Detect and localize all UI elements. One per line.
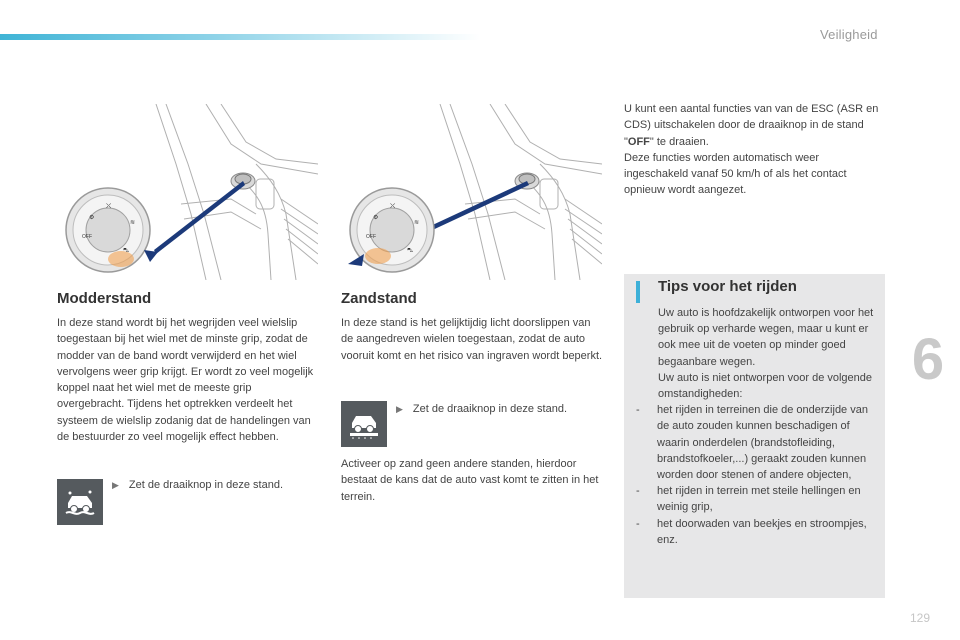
sand-mode-heading: Zandstand <box>341 290 417 307</box>
sand-mode-warning: Activeer op zand geen andere standen, hierdoor bestaat de kans dat de auto vast komt te zitten in het terrein. <box>341 458 599 503</box>
arrow-bullet-icon: ▶ <box>112 480 119 490</box>
list-item: - het doorwaden van beekjes en stroompjes, enz. <box>636 517 867 546</box>
arrow-bullet-icon: ▶ <box>396 404 403 414</box>
sand-car-icon <box>347 409 381 439</box>
svg-text:≋: ≋ <box>130 220 136 226</box>
mud-mode-heading: Modderstand <box>57 290 152 307</box>
console-knob-drawing <box>56 104 318 280</box>
header-accent-bar <box>0 34 480 40</box>
tips-box <box>624 274 885 598</box>
sand-mode-icon <box>341 401 387 447</box>
mud-mode-illustration <box>56 104 318 280</box>
mud-mode-icon <box>57 479 103 525</box>
chapter-number: 6 <box>911 327 945 392</box>
tips-title: Tips voor het rijden <box>658 278 797 295</box>
tips-list <box>636 402 880 548</box>
tips-intro-1: Uw auto is hoofdzakelijk ontworpen voor het gebruik op verharde wegen, maar u kunt er ook mee uit de voeten op minder goed begaanbare wegen. <box>658 307 874 368</box>
mud-car-icon <box>63 487 97 517</box>
svg-text:⚙: ⚙ <box>373 215 379 221</box>
svg-text:OFF: OFF <box>82 234 92 240</box>
mud-mode-instruction: ▶ Zet de draaiknop in deze stand. <box>112 479 284 491</box>
esc-info: U kunt een aantal functies van van de ESC (ASR en CDS) uitschakelen door de draaiknop in de stand "OFF" te draaien. Deze functies worden automatisch weer ingeschakeld vanaf 50 km/h of als het contact opnieuw wordt aangezet. <box>624 103 879 197</box>
svg-text:⛌: ⛌ <box>106 203 112 210</box>
svg-text:OFF: OFF <box>366 234 376 240</box>
svg-text:⚙: ⚙ <box>89 215 95 221</box>
svg-text:⛍: ⛍ <box>123 248 130 254</box>
svg-text:⛍: ⛍ <box>407 248 414 254</box>
svg-text:⛌: ⛌ <box>390 203 396 210</box>
tips-body <box>636 305 880 548</box>
sand-mode-description: In deze stand is het gelijktijdig licht doorslippen van de aangedreven wielen toegestaan, zodat de auto vooruit komt en het risico van ingraven wordt beperkt. <box>341 317 603 362</box>
off-label: OFF <box>627 135 650 148</box>
console-knob-drawing <box>340 104 602 280</box>
section-title: Veiligheid <box>820 27 878 42</box>
tips-accent-bar <box>636 281 640 303</box>
sand-mode-illustration <box>340 104 602 280</box>
list-item: - het rijden in terreinen die de onderzijde van de auto zouden kunnen beschadigen of waarin onderdelen (brandstofleiding, brandstofkoeler,...) geraakt zouden kunnen worden door stenen of andere objecten, <box>636 404 868 482</box>
svg-text:≋: ≋ <box>414 220 420 226</box>
mud-mode-description: In deze stand wordt bij het wegrijden veel wielslip toegestaan bij het wiel met de minste grip, zodat de modder van de band wordt verwijderd en het wiel vervolgens weer grip krijgt. Er wordt zo veel mogelijk koppel naat het wiel met de meeste grip overgebracht. Tijdens het optrekken verdeelt het systeem de wielslip zodanig dat de handelingen van de bestuurder zo veel mogelijk effect hebben. <box>57 317 314 444</box>
tips-intro-2: Uw auto is niet ontworpen voor de volgende omstandigheden: <box>658 371 873 401</box>
callout-pointer <box>154 181 245 254</box>
sand-mode-instruction: ▶ Zet de draaiknop in deze stand. <box>396 403 568 415</box>
page-number: 129 <box>910 611 931 625</box>
list-item: - het rijden in terrein met steile hellingen en weinig grip, <box>636 485 861 514</box>
